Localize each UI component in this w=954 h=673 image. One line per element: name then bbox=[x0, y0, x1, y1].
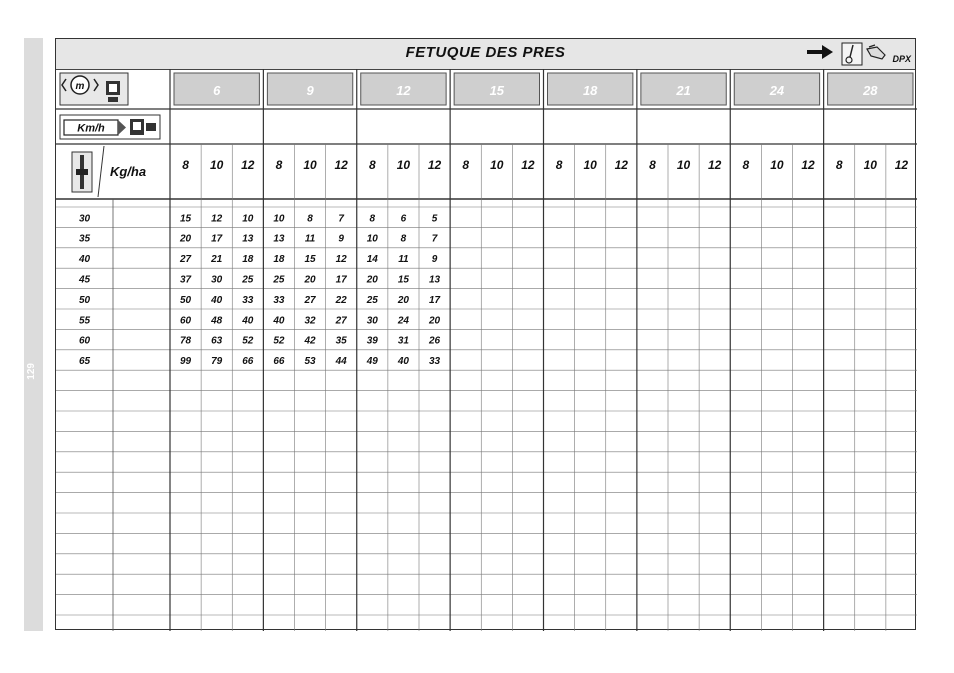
seed-rate-value: 40 bbox=[211, 294, 223, 306]
speed-label: 10 bbox=[770, 158, 784, 172]
seed-rate-value: 20 bbox=[429, 315, 441, 327]
seed-rate-value: 13 bbox=[273, 233, 285, 245]
seed-rate-value: 44 bbox=[335, 356, 347, 368]
seed-rate-value: 40 bbox=[273, 315, 285, 327]
seed-rate-value: 35 bbox=[335, 335, 347, 347]
width-label: 15 bbox=[489, 83, 505, 98]
width-label: 21 bbox=[676, 83, 691, 98]
seed-rate-value: 50 bbox=[180, 294, 192, 306]
speed-label: 8 bbox=[368, 158, 376, 172]
seed-rate-value: 52 bbox=[273, 335, 285, 347]
seed-rate-value: 12 bbox=[335, 254, 347, 266]
seed-rate-value: 60 bbox=[180, 315, 192, 327]
speed-label: 10 bbox=[396, 158, 411, 172]
tractor-speed-icon bbox=[60, 115, 160, 139]
speed-label: 8 bbox=[275, 158, 283, 172]
seed-rate-value: 33 bbox=[242, 294, 254, 306]
seed-rate-value: 25 bbox=[366, 294, 378, 306]
seed-rate-value: 66 bbox=[242, 356, 254, 368]
seed-rate-value: 21 bbox=[211, 254, 223, 266]
seed-rate-value: 15 bbox=[397, 274, 409, 286]
seed-rate-value: 99 bbox=[180, 356, 192, 368]
seeding-table bbox=[55, 38, 916, 630]
speed-label: 10 bbox=[676, 158, 691, 172]
seed-rate-value: 33 bbox=[429, 356, 441, 368]
seed-rate-value: 63 bbox=[211, 335, 223, 347]
model-tag: DPX bbox=[892, 54, 911, 64]
speed-label: 8 bbox=[742, 158, 750, 172]
seed-rate-value: 31 bbox=[397, 335, 409, 347]
seed-rate-value: 6 bbox=[400, 213, 407, 225]
seed-rate-value: 37 bbox=[180, 274, 192, 286]
seed-rate-value: 13 bbox=[242, 233, 254, 245]
svg-text:m: m bbox=[75, 81, 85, 92]
seed-rate-value: 10 bbox=[366, 233, 378, 245]
seed-rate-value: 27 bbox=[335, 315, 347, 327]
seed-rate-value: 10 bbox=[273, 213, 285, 225]
seed-rate-value: 7 bbox=[338, 213, 344, 225]
seed-rate-value: 8 bbox=[307, 213, 313, 225]
seed-rate-value: 5 bbox=[431, 213, 438, 225]
seed-rate-value: 9 bbox=[338, 233, 344, 245]
seed-rate-value: 30 bbox=[211, 274, 223, 286]
seed-rate-value: 12 bbox=[211, 213, 223, 225]
width-label: 24 bbox=[769, 83, 785, 98]
seed-rate-value: 22 bbox=[335, 294, 347, 306]
seed-rate-value: 78 bbox=[180, 335, 192, 347]
speed-label: 8 bbox=[462, 158, 470, 172]
speed-label: 8 bbox=[835, 158, 843, 172]
seed-rate-value: 39 bbox=[366, 335, 378, 347]
page-title: FETUQUE DES PRES bbox=[405, 44, 566, 61]
speed-label: 12 bbox=[427, 158, 442, 172]
metering-slider-icon bbox=[72, 152, 92, 192]
seed-rate-value: 53 bbox=[304, 356, 316, 368]
seed-rate-value: 52 bbox=[242, 335, 254, 347]
speed-label: 10 bbox=[863, 158, 877, 172]
speed-label: 10 bbox=[303, 158, 317, 172]
side-page-number: 129 bbox=[26, 363, 37, 380]
side-margin-strip bbox=[24, 38, 43, 631]
speed-label: 8 bbox=[555, 158, 563, 172]
rate-label: 60 bbox=[78, 335, 91, 347]
seed-rate-value: 17 bbox=[211, 233, 223, 245]
rate-header-divider bbox=[98, 146, 104, 197]
speed-label-header: Km/h bbox=[77, 122, 105, 135]
seed-rate-value: 30 bbox=[366, 315, 378, 327]
rate-label: 50 bbox=[78, 294, 91, 306]
seed-rate-value: 11 bbox=[304, 233, 316, 245]
speed-label: 12 bbox=[894, 158, 909, 172]
rate-label: 40 bbox=[78, 254, 91, 266]
seed-rate-value: 66 bbox=[273, 356, 285, 368]
speed-label: 10 bbox=[490, 158, 504, 172]
table-grid bbox=[56, 39, 917, 631]
seed-rate-value: 25 bbox=[273, 274, 285, 286]
speed-label: 12 bbox=[801, 158, 815, 172]
seed-rate-value: 15 bbox=[304, 254, 316, 266]
rate-label: 45 bbox=[78, 274, 91, 286]
width-label: 6 bbox=[213, 83, 221, 98]
seed-rate-value: 17 bbox=[335, 274, 347, 286]
rate-label-header: Kg/ha bbox=[109, 164, 147, 179]
seed-rate-value: 18 bbox=[242, 254, 254, 266]
seeder-width-icon bbox=[60, 73, 128, 105]
seed-rate-value: 40 bbox=[242, 315, 254, 327]
seed-rate-value: 25 bbox=[242, 274, 254, 286]
speed-label: 12 bbox=[334, 158, 348, 172]
seed-rate-value: 14 bbox=[366, 254, 378, 266]
seed-rate-value: 10 bbox=[242, 213, 254, 225]
rate-label: 35 bbox=[78, 233, 91, 245]
seed-rate-value: 79 bbox=[211, 356, 223, 368]
speed-label: 8 bbox=[182, 158, 189, 172]
speed-label: 12 bbox=[614, 158, 628, 172]
seed-rate-value: 27 bbox=[304, 294, 316, 306]
seed-rate-value: 17 bbox=[429, 294, 441, 306]
seed-rate-value: 7 bbox=[431, 233, 438, 245]
seed-rate-value: 20 bbox=[366, 274, 378, 286]
speed-label: 10 bbox=[210, 158, 224, 172]
seed-rate-value: 20 bbox=[180, 233, 192, 245]
width-label: 9 bbox=[306, 83, 314, 98]
speed-label: 12 bbox=[521, 158, 535, 172]
width-label: 18 bbox=[582, 83, 598, 98]
seed-rate-value: 9 bbox=[431, 254, 438, 266]
seed-rate-value: 32 bbox=[304, 315, 316, 327]
speed-label: 10 bbox=[583, 158, 597, 172]
seed-rate-value: 20 bbox=[397, 294, 409, 306]
speed-label: 8 bbox=[649, 158, 656, 172]
rate-label: 55 bbox=[78, 315, 91, 327]
rate-label: 30 bbox=[78, 213, 91, 225]
seed-rate-value: 24 bbox=[397, 315, 409, 327]
seed-rate-value: 15 bbox=[180, 213, 192, 225]
speed-label: 12 bbox=[708, 158, 722, 172]
seed-rate-value: 40 bbox=[397, 356, 409, 368]
seed-rate-value: 27 bbox=[180, 254, 192, 266]
seed-rate-value: 13 bbox=[429, 274, 441, 286]
seed-rate-value: 33 bbox=[273, 294, 285, 306]
seed-rate-value: 48 bbox=[211, 315, 223, 327]
width-label: 12 bbox=[396, 83, 411, 98]
seed-rate-value: 18 bbox=[273, 254, 285, 266]
speed-label: 12 bbox=[241, 158, 255, 172]
rate-label: 65 bbox=[78, 356, 91, 368]
seed-rate-value: 42 bbox=[304, 335, 316, 347]
width-label: 28 bbox=[863, 83, 878, 98]
seed-rate-value: 26 bbox=[429, 335, 441, 347]
seed-rate-value: 8 bbox=[400, 233, 407, 245]
seed-rate-value: 11 bbox=[398, 254, 409, 266]
seed-rate-value: 49 bbox=[366, 356, 378, 368]
seed-rate-value: 8 bbox=[369, 213, 376, 225]
seed-rate-value: 20 bbox=[304, 274, 316, 286]
